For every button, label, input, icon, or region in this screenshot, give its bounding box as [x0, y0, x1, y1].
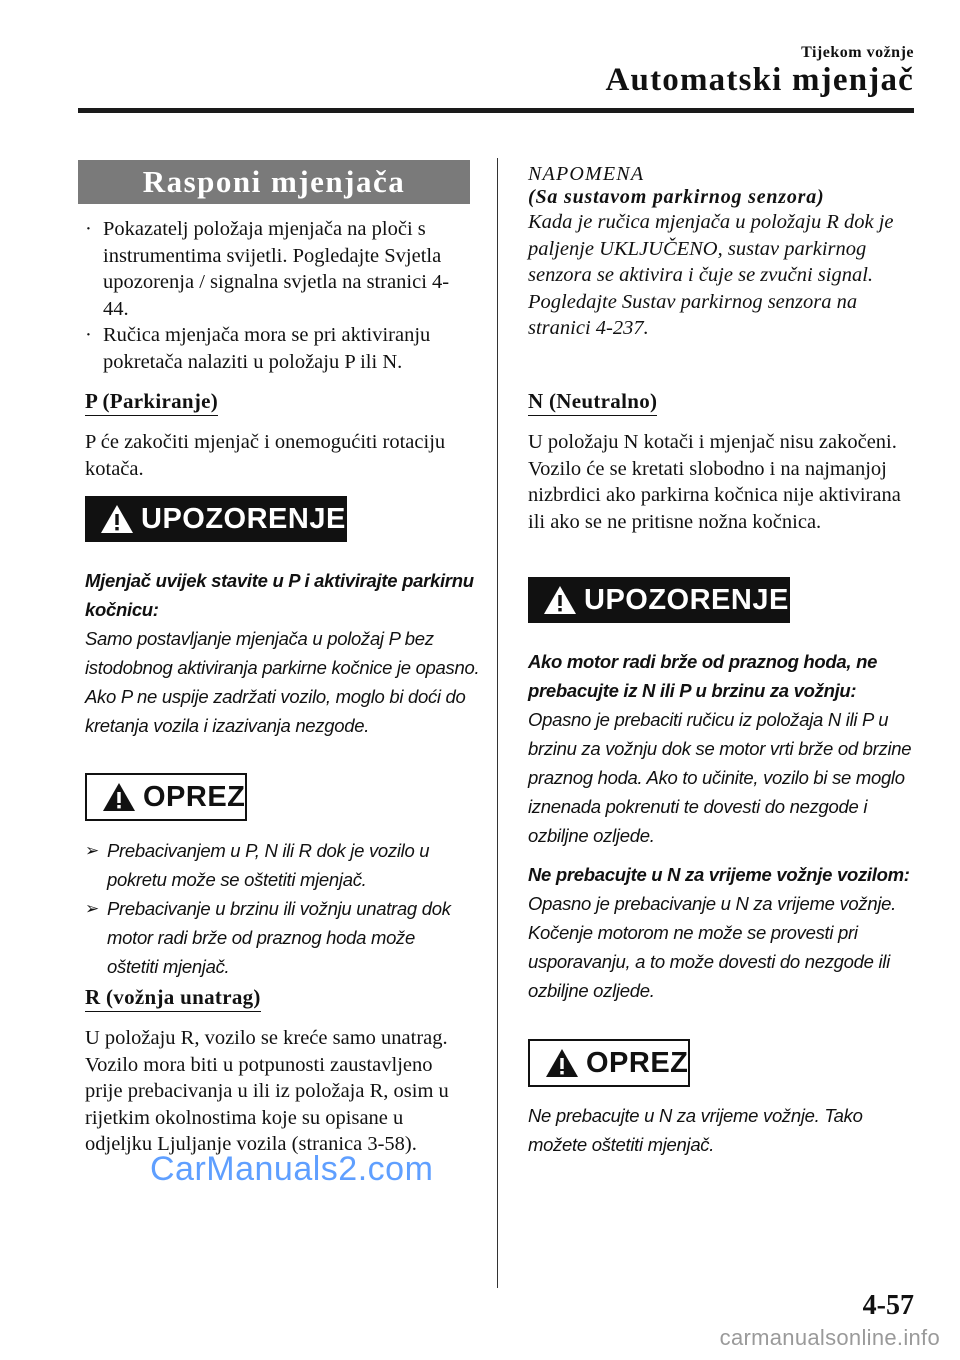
page-title: Automatski mjenjač	[605, 62, 914, 98]
note-title: NAPOMENA	[528, 163, 645, 185]
warning-2-title: Ako motor radi brže od praznog hoda, ne prebacujte iz N ili P u brzinu za vožnju:	[528, 651, 878, 701]
note-text: Kada je ručica mjenjača u položaju R dok je paljenje UKLJUČENO, sustav parkirnog senzora se aktivira i čuje se zvučni signal. Pogledajte Sustav parkirnog senzora na stranici 4-237.	[528, 211, 894, 339]
list-item-text: Prebacivanjem u P, N ili R dok je vozilo u pokretu može se oštetiti mjenjač.	[107, 840, 430, 890]
n-heading: N (Neutralno)	[528, 389, 657, 416]
section-label: Tijekom vožnje	[801, 44, 914, 61]
warning-3-text: Opasno je prebacivanje u N za vrijeme vožnje. Kočenje motorom ne može se provesti pri usporavanju, a to može dovesti do nezgode ili ozbiljne ozljede.	[528, 893, 896, 1001]
list-item-text: Prebacivanje u brzinu ili vožnju unatrag dok motor radi brže od praznog hoda može oštetiti mjenjač.	[107, 898, 451, 977]
list-item-text: Ručica mjenjača mora se pri aktiviranju pokretača nalaziti u položaju P ili N.	[103, 324, 431, 373]
caution-text: Ne prebacujte u N za vrijeme vožnje. Tako možete oštetiti mjenjač.	[528, 1105, 863, 1155]
r-text: U položaju R, vozilo se kreće samo unatrag. Vozilo mora biti u potpunosti zaustavljeno prije prebacivanja u ili iz položaja R, osim u rijetkim okolnostima koje su opisane u odjeljku Ljuljanje vozila (stranica 3-58).	[85, 1027, 449, 1155]
arrow-bullet-icon: ➢	[85, 841, 99, 860]
p-heading: P (Parkiranje)	[85, 389, 218, 416]
watermark-bottom: carmanualsonline.info	[719, 1325, 940, 1350]
warning-2	[528, 647, 928, 850]
section-heading-band: Rasponi mjenjača	[78, 160, 470, 204]
p-heading-wrap	[85, 389, 218, 414]
list-item	[85, 836, 470, 894]
r-heading-wrap	[85, 985, 261, 1010]
warning-triangle-icon	[101, 781, 137, 813]
caution-box	[85, 773, 247, 821]
bullet-dot: ·	[85, 324, 92, 346]
warning-label: UPOZORENJE	[584, 583, 789, 616]
header-rule	[78, 108, 914, 113]
warning-label: UPOZORENJE	[141, 502, 346, 535]
caution-box	[528, 1039, 690, 1087]
bullet-dot: ·	[85, 218, 92, 240]
list-item	[85, 322, 473, 375]
note-subtitle: (Sa sustavom parkirnog senzora)	[528, 186, 825, 208]
warning-2-text: Opasno je prebaciti ručicu iz položaja N ili P u brzinu za vožnju dok se motor vrti brže od brzine praznog hoda. Ako to učinite, vozilo bi se moglo iznenada pokrenuti te dovesti do nezgode i ozbiljne ozljede.	[528, 709, 912, 846]
r-heading: R (vožnja unatrag)	[85, 985, 261, 1012]
page-number: 4-57	[862, 1290, 914, 1321]
note-block	[528, 163, 923, 342]
warning-box	[528, 577, 790, 623]
watermark: CarManuals2.com	[150, 1150, 434, 1188]
n-heading-wrap	[528, 389, 657, 414]
list-item-text: Pokazatelj položaja mjenjača na ploči s instrumentima svijetli. Pogledajte Svjetla upozorenja / signalna svjetla na stranici 4-44.	[103, 218, 450, 320]
list-item	[85, 216, 473, 322]
warning-1	[85, 566, 480, 740]
warning-box	[85, 496, 347, 542]
column-divider	[497, 158, 498, 1288]
warning-triangle-icon	[99, 503, 135, 535]
list-item	[85, 894, 470, 981]
arrow-bullet-icon: ➢	[85, 899, 99, 918]
warning-3	[528, 860, 923, 1005]
warning-triangle-icon	[544, 1047, 580, 1079]
warning-1-title: Mjenjač uvijek stavite u P i aktivirajte parkirnu kočnicu:	[85, 570, 474, 620]
caution-label: OPREZ	[586, 1046, 689, 1079]
bullet-list	[85, 216, 473, 375]
p-text: P će zakočiti mjenjač i onemogućiti rotaciju kotača.	[85, 431, 446, 480]
caution-label: OPREZ	[143, 780, 246, 813]
caution-list	[85, 836, 470, 981]
warning-triangle-icon	[542, 584, 578, 616]
n-text: U položaju N kotači i mjenjač nisu zakočeni. Vozilo će se kretati slobodno i na najmanjoj nizbrdici ako parkirna kočnica nije aktivirana ili ako se ne pritisne nožna kočnica.	[528, 431, 901, 533]
warning-1-text: Samo postavljanje mjenjača u položaj P bez istodobnog aktiviranja parkirne kočnice je opasno. Ako P ne uspije zadržati vozilo, moglo bi doći do kretanja vozila i izazivanja nezgode.	[85, 628, 480, 736]
warning-3-title: Ne prebacujte u N za vrijeme vožnje vozilom:	[528, 864, 910, 885]
